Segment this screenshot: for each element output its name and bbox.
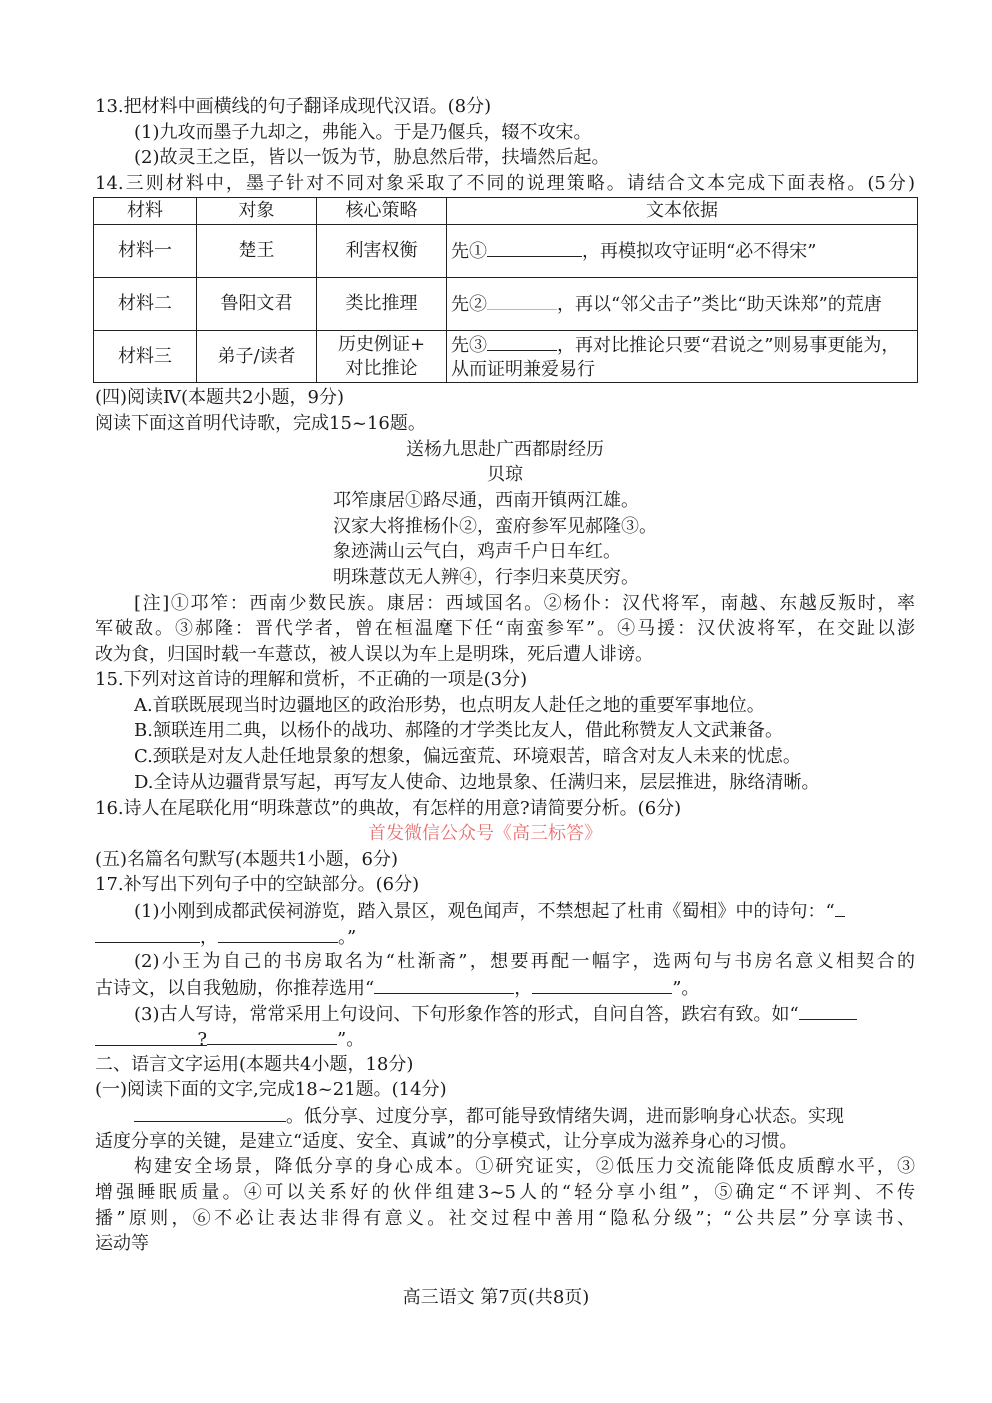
q15-option-c: C.颈联是对友人赴任地景象的想象，偏远蛮荒、环境艰苦，暗含对友人未来的忧虑。 bbox=[134, 746, 801, 767]
q17-sub-3-cont bbox=[95, 1026, 915, 1052]
cell-material: 材料三 bbox=[94, 331, 197, 383]
passage-text: 。低分享、过度分享，都可能导致情绪失调，进而影响身心状态。实现 bbox=[286, 1106, 844, 1127]
q17-sub-1-cont bbox=[95, 924, 915, 950]
passage-line: 适度分享的关键，是建立“适度、安全、真诚”的分享模式，让分享成为滋养身心的习惯。 bbox=[95, 1131, 798, 1152]
q15-title: 15.下列对这首诗的理解和赏析，不正确的一项是(3分) bbox=[95, 669, 528, 690]
answer-blank-1[interactable] bbox=[487, 238, 582, 257]
q17-sub-3-text: (3)古人写诗，常常采用上句设问、下句形象作答的形式，自问自答，跌宕有致。如“ bbox=[134, 1004, 799, 1025]
close-quote: ”。 bbox=[337, 1029, 365, 1050]
table-row bbox=[94, 225, 918, 278]
cell-basis bbox=[447, 331, 918, 383]
basis-prefix: 先③ bbox=[451, 334, 487, 356]
q17-sub-1 bbox=[134, 898, 915, 924]
poem-line: 汉家大将推杨仆②，蛮府参军见郝隆③。 bbox=[333, 516, 657, 537]
q15-option-a: A.首联既展现当时边疆地区的政治形势，也点明友人赴任之地的重要军事地位。 bbox=[134, 695, 765, 716]
header-basis: 文本依据 bbox=[447, 198, 918, 225]
passage-line bbox=[134, 1103, 915, 1129]
q14-table bbox=[93, 197, 918, 383]
q17-sub-3 bbox=[134, 1001, 915, 1027]
poem-line: 邛笮康居①路尽通，西南开镇两江雄。 bbox=[333, 490, 639, 511]
answer-blank[interactable] bbox=[835, 898, 845, 917]
poem-line: 象迹满山云气白，鸡声千户日车红。 bbox=[333, 541, 621, 562]
table-row bbox=[94, 278, 918, 331]
q16-title: 16.诗人在尾联化用“明珠薏苡”的典故，有怎样的用意?请简要分析。(6分) bbox=[95, 798, 682, 819]
cell-strategy: 类比推理 bbox=[317, 278, 447, 331]
cell-material: 材料二 bbox=[94, 278, 197, 331]
comma: ， bbox=[200, 927, 218, 948]
part-2-heading: 二、语言文字运用(本题共4小题，18分) bbox=[95, 1054, 414, 1075]
section-5-heading: (五)名篇名句默写(本题共1小题，6分) bbox=[95, 849, 398, 870]
poem-note: 军破敌。③郝隆：晋代学者，曾在桓温麾下任“南蛮参军”。④马援：汉伏波将军，在交趾以澎 bbox=[95, 618, 915, 639]
q15-option-d: D.全诗从边疆背景写起，再写友人使命、边地景象、任满归来，层层推进，脉络清晰。 bbox=[134, 772, 820, 793]
answer-blank-2[interactable] bbox=[487, 291, 557, 310]
answer-blank[interactable] bbox=[799, 1001, 857, 1020]
cell-target: 鲁阳文君 bbox=[197, 278, 317, 331]
cell-target: 楚王 bbox=[197, 225, 317, 278]
question-mark: ? bbox=[197, 1029, 207, 1050]
table-row bbox=[94, 331, 918, 383]
basis-suffix: ，再对比推论只要“君说之”则易事更能为，从而证明兼爱易行 bbox=[451, 334, 900, 380]
q17-sub-1-text: (1)小刚到成都武侯祠游览，踏入景区，观色闻声，不禁想起了杜甫《蜀相》中的诗句：“ bbox=[134, 901, 835, 922]
q17-sub-2-text: 古诗文，以自我勉励，你推荐选用“ bbox=[95, 978, 375, 999]
close-quote: ”。 bbox=[672, 978, 700, 999]
q13-item-2: (2)故灵王之臣，皆以一饭为节，胁息然后带，扶墙然后起。 bbox=[134, 147, 610, 168]
answer-blank[interactable] bbox=[95, 924, 200, 943]
section-4-heading: (四)阅读Ⅳ(本题共2小题，9分) bbox=[95, 387, 344, 408]
poem-line: 明珠薏苡无人辨④，行李归来莫厌穷。 bbox=[333, 567, 639, 588]
cell-strategy bbox=[317, 331, 447, 383]
answer-blank[interactable] bbox=[218, 924, 338, 943]
poem-note: 改为食，归国时载一车薏苡，被人误以为车上是明珠，死后遭人诽谤。 bbox=[95, 644, 653, 665]
passage-line: 运动等 bbox=[95, 1233, 149, 1254]
poem-author: 贝琼 bbox=[487, 464, 523, 485]
cell-material: 材料一 bbox=[94, 225, 197, 278]
q15-option-b: B.颔联连用二典，以杨仆的战功、郝隆的才学类比友人，借此称赞友人文武兼备。 bbox=[134, 720, 783, 741]
poem-title: 送杨九思赴广西都尉经历 bbox=[406, 439, 604, 460]
strategy-line-1: 历史例证+ bbox=[337, 333, 426, 355]
cell-target: 弟子/读者 bbox=[197, 331, 317, 383]
cell-basis bbox=[447, 278, 918, 331]
answer-blank[interactable] bbox=[207, 1026, 337, 1045]
header-target: 对象 bbox=[197, 198, 317, 225]
passage-line: 增强睡眠质量。④可以关系好的伙伴组建3~5人的“轻分享小组”，⑤确定“不评判、不传 bbox=[95, 1182, 915, 1203]
close-quote: 。” bbox=[338, 927, 357, 948]
passage-line: 播”原则，⑥不必让表达非得有意义。社交过程中善用“隐私分级”；“公共层”分享读书、 bbox=[95, 1208, 915, 1229]
answer-blank[interactable] bbox=[532, 975, 672, 994]
watermark: 首发微信公众号《高三标答》 bbox=[368, 823, 602, 844]
basis-suffix: ，再以“邻父击子”类比“助天诛郑”的荒唐 bbox=[557, 294, 882, 315]
answer-blank[interactable] bbox=[374, 975, 514, 994]
cell-basis bbox=[447, 225, 918, 278]
basis-prefix: 先① bbox=[451, 241, 487, 262]
basis-prefix: 先② bbox=[451, 294, 487, 315]
comma: ， bbox=[514, 978, 533, 999]
passage-line: 构建安全场景，降低分享的身心成本。①研究证实，②低压力交流能降低皮质醇水平，③ bbox=[134, 1156, 915, 1177]
answer-blank-3[interactable] bbox=[487, 332, 557, 351]
header-material: 材料 bbox=[94, 198, 197, 225]
q17-sub-2-cont bbox=[95, 975, 915, 1001]
cell-strategy: 利害权衡 bbox=[317, 225, 447, 278]
section-4-instruction: 阅读下面这首明代诗歌，完成15~16题。 bbox=[95, 413, 426, 434]
page-footer: 高三语文 第7页(共8页) bbox=[402, 1287, 590, 1308]
answer-blank[interactable] bbox=[95, 1027, 207, 1050]
answer-blank[interactable] bbox=[134, 1103, 286, 1122]
strategy-line-2: 对比推论 bbox=[345, 357, 418, 379]
q14-title: 14.三则材料中，墨子针对不同对象采取了不同的说理策略。请结合文本完成下面表格。(5分) bbox=[95, 173, 915, 194]
q13-title: 13.把材料中画横线的句子翻译成现代汉语。(8分) bbox=[95, 96, 492, 117]
q17-sub-2: (2)小王为自己的书房取名为“杜渐斋”，想要再配一幅字，选两句与书房名意义相契合的 bbox=[134, 951, 915, 972]
part-2-sub-heading: (一)阅读下面的文字,完成18~21题。(14分) bbox=[95, 1079, 447, 1100]
q17-title: 17.补写出下列句子中的空缺部分。(6分) bbox=[95, 874, 420, 895]
basis-suffix: ，再模拟攻守证明“必不得宋” bbox=[582, 241, 817, 262]
header-strategy: 核心策略 bbox=[317, 198, 447, 225]
poem-note: [注]①邛笮：西南少数民族。康居：西域国名。②杨仆：汉代将军，南越、东越反叛时，率 bbox=[134, 593, 915, 614]
q13-item-1: (1)九攻而墨子九却之，弗能入。于是乃偃兵，辍不攻宋。 bbox=[134, 122, 592, 143]
